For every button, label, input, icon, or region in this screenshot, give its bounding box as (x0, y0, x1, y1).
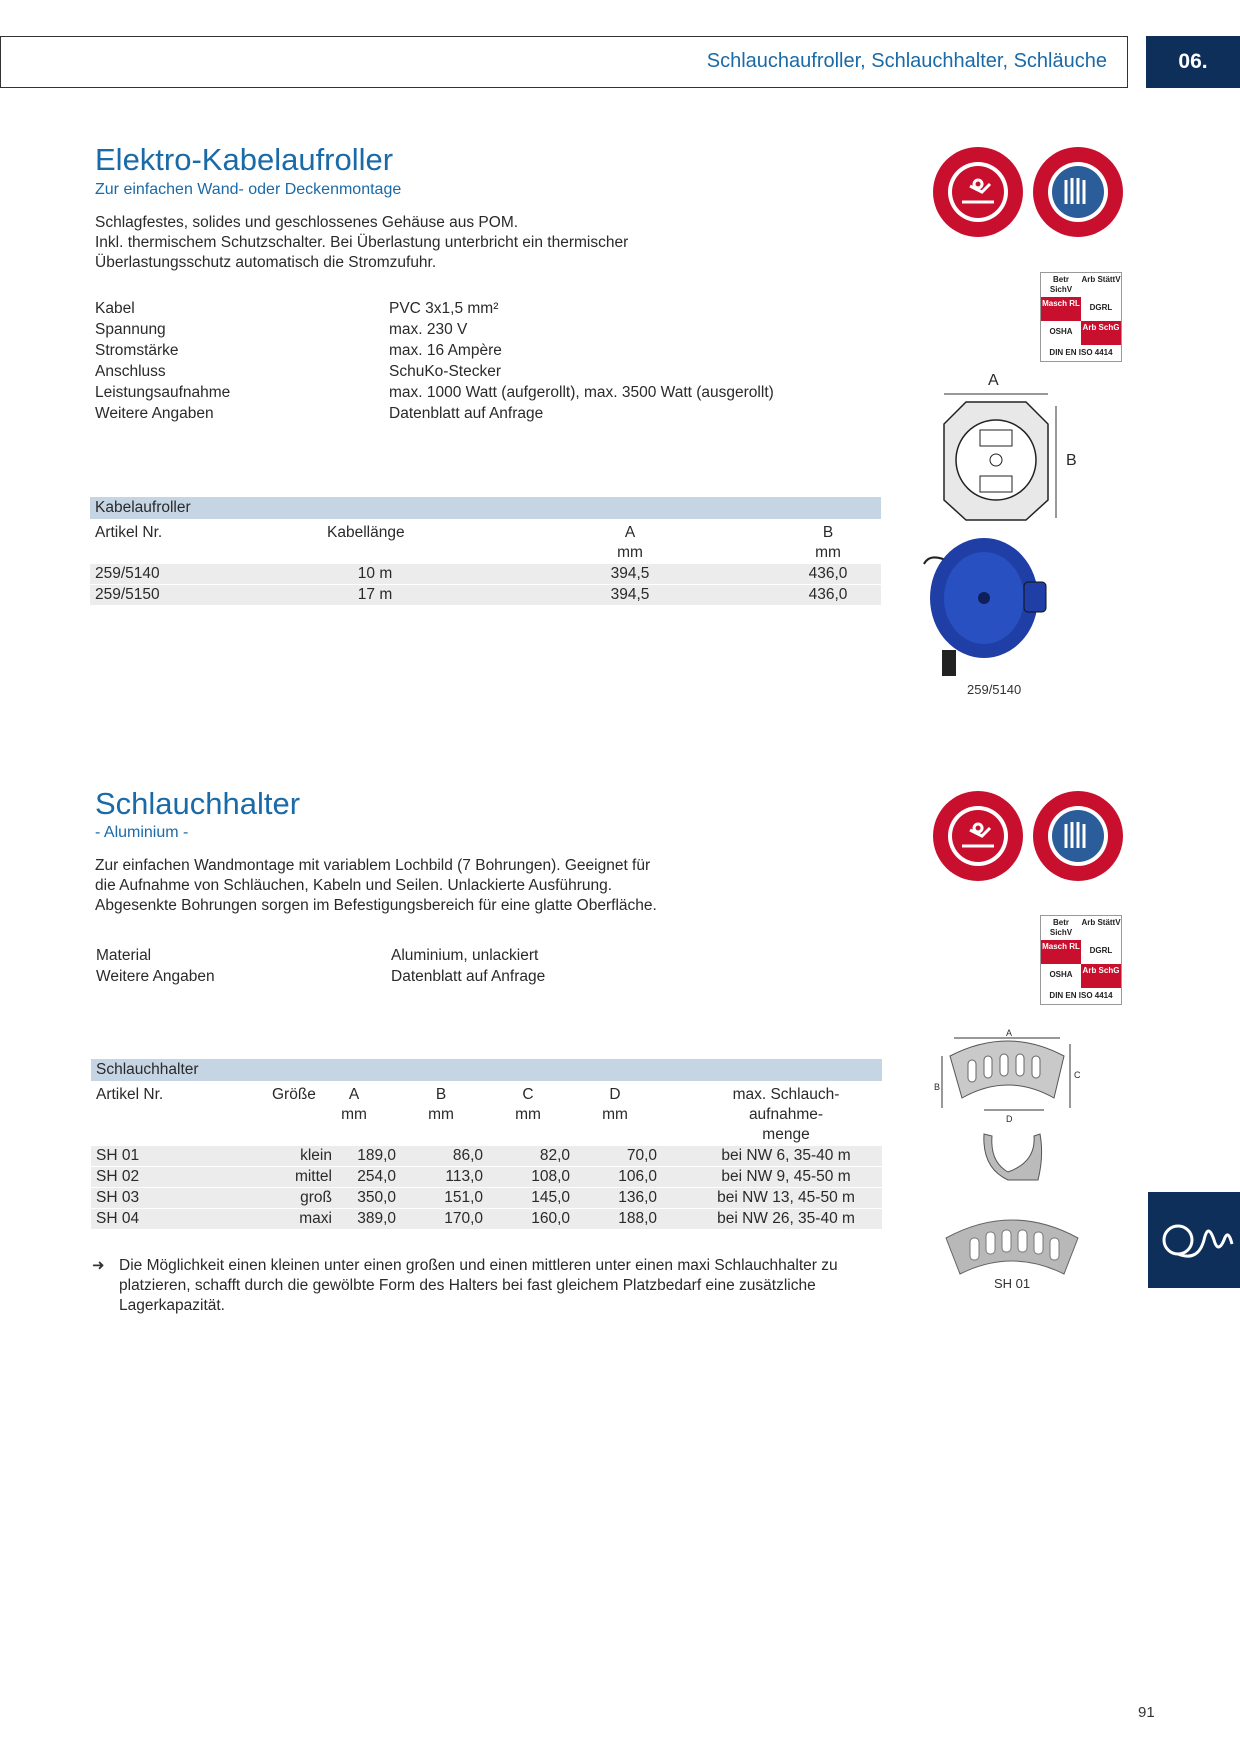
dim-label-b: B (934, 1082, 941, 1092)
table-header-row (91, 1085, 882, 1105)
table-units-row (91, 1105, 882, 1125)
cell-a: 189,0 (357, 1147, 396, 1164)
cell-capacity: bei NW 9, 45-50 m (721, 1168, 851, 1185)
description-line: Inkl. thermischem Schutzschalter. Bei Überlastung unterbricht ein thermischer (95, 234, 629, 251)
note-line: Lagerkapazität. (119, 1297, 225, 1314)
norm-cell: Arb SchG (1081, 964, 1121, 988)
norm-cell: OSHA (1049, 327, 1073, 336)
norm-cell: Arb StättV (1081, 918, 1121, 927)
cell-c: 160,0 (531, 1210, 570, 1227)
spec-key: Anschluss (95, 363, 166, 380)
table-title: Schlauchhalter (91, 1059, 882, 1081)
cell-a: 389,0 (357, 1210, 396, 1227)
spec-key: Leistungsaufnahme (95, 384, 231, 401)
header-cell: Kabellänge (327, 524, 405, 541)
hose-holder-diagram (934, 1026, 1084, 1131)
header-cell: D (609, 1086, 621, 1103)
table-kabelaufroller (90, 497, 881, 609)
unit-cell: mm (815, 544, 841, 561)
table-units-row (90, 543, 881, 563)
hose-holder-image (942, 1208, 1082, 1285)
stolper-schutz-badge (932, 146, 1024, 243)
reel-image-caption: 259/5140 (967, 682, 1022, 697)
cell-a: 254,0 (357, 1168, 396, 1185)
spec-key: Kabel (95, 300, 135, 317)
section1-description (95, 213, 628, 273)
section1-specs (95, 298, 230, 424)
spec-value: Datenblatt auf Anfrage (389, 405, 544, 422)
header-cell: Größe (272, 1086, 316, 1103)
dim-label-a: A (1006, 1028, 1013, 1038)
unit-cell: mm (617, 544, 643, 561)
dim-label-a: A (988, 372, 999, 389)
description-line: Abgesenkte Bohrungen sorgen im Befestigungsbereich für eine glatte Oberfläche. (95, 897, 657, 914)
stolper-schutz-icon (932, 790, 1024, 882)
norm-cell: Betr SichV (1049, 275, 1073, 294)
spec-key: Stromstärke (95, 342, 179, 359)
norm-footer: DIN EN ISO 4414 (1049, 348, 1113, 357)
cell-article: 259/5140 (95, 565, 160, 582)
cell-b: 436,0 (808, 565, 848, 582)
verletzungs-schutz-badge (1032, 146, 1124, 243)
cable-reel-image (920, 532, 1060, 685)
description-line: Überlastungsschutz automatisch die Stromzufuhr. (95, 254, 437, 271)
note-text (119, 1256, 879, 1316)
table-row (90, 585, 881, 605)
norms-grid (1040, 915, 1122, 1005)
chapter-side-tab (1148, 1192, 1240, 1288)
note-arrow-icon: ➜ (92, 1257, 105, 1274)
cell-c: 108,0 (531, 1168, 570, 1185)
cell-size: maxi (299, 1210, 332, 1227)
header-cell: Artikel Nr. (95, 524, 163, 541)
verletzungs-schutz-badge (1032, 790, 1124, 887)
norm-cell: Arb StättV (1081, 275, 1121, 284)
cell-a: 394,5 (610, 586, 650, 603)
norm-cell: DGRL (1089, 946, 1113, 955)
table-title: Kabelaufroller (90, 497, 881, 519)
cell-b: 113,0 (445, 1168, 483, 1185)
unit-cell: menge (762, 1126, 810, 1143)
spec-value: max. 1000 Watt (aufgerollt), max. 3500 Watt (ausgerollt) (389, 384, 774, 401)
spec-value: max. 230 V (389, 321, 468, 338)
dim-label-d: D (1006, 1114, 1013, 1124)
table-schlauchhalter (91, 1059, 882, 1253)
unit-cell: mm (602, 1106, 628, 1123)
spec-key: Weitere Angaben (96, 968, 215, 985)
reel-diagram (936, 372, 1086, 527)
unit-cell: mm (428, 1106, 454, 1123)
header-cell: B (822, 524, 834, 541)
note-line: platzieren, schafft durch die gewölbte Form des Halters bei fast gleichem Platzbedarf eine zusätzliche (119, 1277, 816, 1294)
header-cell: B (435, 1086, 447, 1103)
norm-cell: Betr SichV (1049, 918, 1073, 937)
cell-d: 106,0 (618, 1168, 657, 1185)
unit-cell: mm (515, 1106, 541, 1123)
table-row (91, 1209, 882, 1229)
norm-cell: Masch RL (1041, 940, 1081, 964)
cell-article: SH 01 (96, 1147, 140, 1164)
table-row (91, 1146, 882, 1166)
section2-description (95, 856, 657, 916)
hose-icon (1148, 1192, 1240, 1288)
section2-subtitle: - Aluminium - (95, 824, 189, 841)
note-line: Die Möglichkeit einen kleinen unter einen großen und einen mittleren unter einen maxi Schlauchhalter zu (119, 1257, 838, 1274)
header-bar (0, 36, 1128, 88)
section1-title: Elektro-Kabelaufroller (95, 142, 394, 177)
chapter-number: 06. (1146, 36, 1240, 88)
table-row (90, 564, 881, 584)
dim-label-b: B (1066, 452, 1077, 469)
spec-value: Aluminium, unlackiert (391, 947, 539, 964)
header-cell: C (522, 1086, 534, 1103)
header-cell: A (348, 1086, 360, 1103)
norm-cell: OSHA (1049, 970, 1073, 979)
hose-holder-caption: SH 01 (994, 1276, 1031, 1291)
cell-d: 136,0 (618, 1189, 657, 1206)
header-cell: A (624, 524, 636, 541)
cell-c: 82,0 (539, 1147, 570, 1164)
cell-d: 70,0 (626, 1147, 657, 1164)
header-title: Schlauchaufroller, Schlauchhalter, Schläuche (706, 50, 1107, 72)
verletzungs-schutz-icon (1032, 790, 1124, 882)
page-number: 91 (1138, 1704, 1155, 1721)
spec-value: SchuKo-Stecker (389, 363, 501, 380)
section1-subtitle: Zur einfachen Wand- oder Deckenmontage (95, 181, 402, 198)
spec-key: Weitere Angaben (95, 405, 214, 422)
cell-a: 394,5 (610, 565, 650, 582)
spec-key: Material (96, 947, 152, 964)
cell-length: 10 m (357, 565, 393, 582)
cell-d: 188,0 (618, 1210, 657, 1227)
header-cell: max. Schlauch- (732, 1086, 840, 1103)
norms-grid (1040, 272, 1122, 362)
cell-a: 350,0 (357, 1189, 396, 1206)
section1-spec-values (389, 298, 774, 424)
section2-title: Schlauchhalter (95, 786, 301, 821)
unit-cell: aufnahme- (748, 1106, 824, 1123)
header-cell: Artikel Nr. (96, 1086, 164, 1103)
table-row (91, 1167, 882, 1187)
cell-capacity: bei NW 26, 35-40 m (717, 1210, 855, 1227)
cell-size: klein (300, 1147, 332, 1164)
unit-cell: mm (341, 1106, 367, 1123)
cell-b: 170,0 (444, 1210, 483, 1227)
cell-size: mittel (294, 1168, 332, 1185)
norm-cell: Masch RL (1041, 297, 1081, 321)
cell-article: 259/5150 (95, 586, 160, 603)
cell-article: SH 03 (96, 1189, 140, 1206)
cell-b: 436,0 (808, 586, 848, 603)
stolper-schutz-badge (932, 790, 1024, 887)
cell-capacity: bei NW 6, 35-40 m (721, 1147, 851, 1164)
stolper-schutz-icon (932, 146, 1024, 238)
verletzungs-schutz-icon (1032, 146, 1124, 238)
cell-size: groß (300, 1189, 332, 1206)
cell-capacity: bei NW 13, 45-50 m (717, 1189, 855, 1206)
spec-value: max. 16 Ampère (389, 342, 502, 359)
norm-cell: DGRL (1089, 303, 1113, 312)
table-units-row (91, 1125, 882, 1145)
table-row (91, 1188, 882, 1208)
cell-b: 151,0 (444, 1189, 483, 1206)
cell-length: 17 m (357, 586, 393, 603)
cell-c: 145,0 (531, 1189, 570, 1206)
cell-article: SH 04 (96, 1210, 140, 1227)
dim-label-c: C (1074, 1070, 1081, 1080)
description-line: die Aufnahme von Schläuchen, Kabeln und Seilen. Unlackierte Ausführung. (95, 877, 613, 894)
spec-value: Datenblatt auf Anfrage (391, 968, 546, 985)
description-line: Schlagfestes, solides und geschlossenes Gehäuse aus POM. (95, 214, 519, 231)
table-header-row (90, 523, 881, 543)
cell-article: SH 02 (96, 1168, 140, 1185)
spec-key: Spannung (95, 321, 166, 338)
description-line: Zur einfachen Wandmontage mit variablem Lochbild (7 Bohrungen). Geeignet für (95, 857, 651, 874)
spec-value: PVC 3x1,5 mm² (389, 300, 499, 317)
hose-holder-side-view (978, 1128, 1048, 1193)
norm-cell: Arb SchG (1081, 321, 1121, 345)
norm-footer: DIN EN ISO 4414 (1049, 991, 1113, 1000)
section2-specs (96, 945, 215, 987)
section2-spec-values (391, 945, 545, 987)
cell-b: 86,0 (452, 1147, 483, 1164)
